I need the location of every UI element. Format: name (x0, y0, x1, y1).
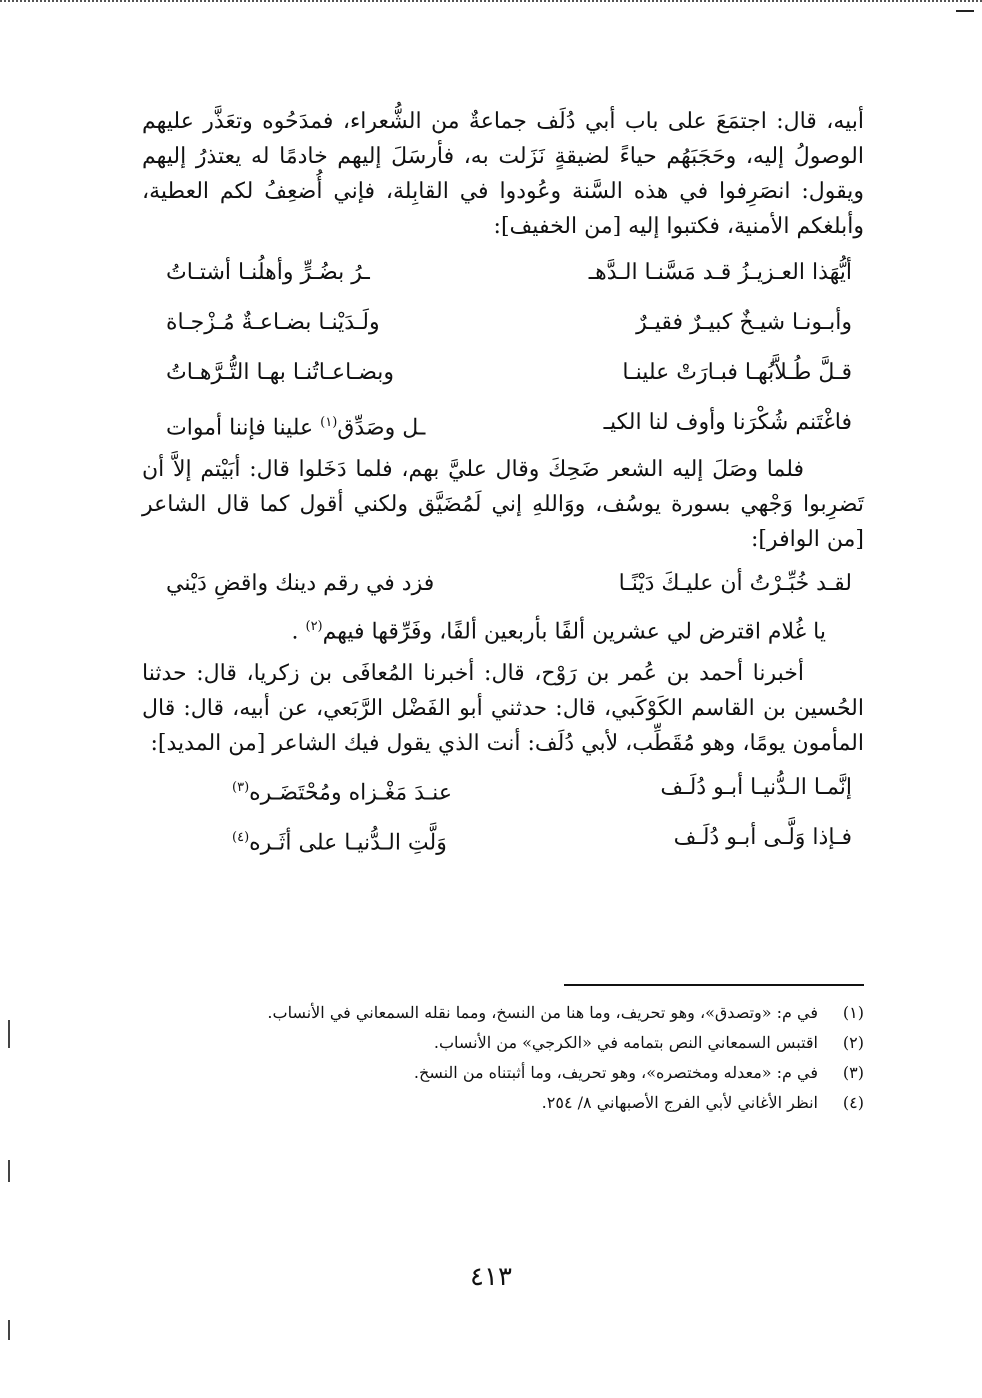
paragraph-narration: أخبرنا أحمد بن عُمر بن رَوْح، قال: أخبرنا المُعافَى بن زكريا، قال: حدثنا الحُسين بن القاسم الكَوْكَبي، قال: حدثني أبو الفَضْل الرَّبَعي، عن أبيه، قال: قال المأمون يومًا، وهو مُقَطِّب، لأبي دُلَف: أنت الذي يقول فيك الشاعر [من المديد]: (142, 661, 864, 757)
verse-line (142, 398, 864, 448)
footnote-text: انظر الأغاني لأبي الفرج الأصبهاني ٨/ ٢٥٤. (541, 1093, 818, 1112)
verse-first-hemistich: أيُّهَذا العـزيـزُ قـد مَسَّنـا الـدَّهـ (588, 260, 852, 285)
scan-corner-mark (956, 10, 974, 12)
paragraph-intro: أبيه، قال: اجتمَعَ على باب أبي دُلَف جماعةٌ من الشُّعراء، فمدَحُوه وتعَذَّر عليهم الوصولُ إليه، وحَجَبَهُم حياءً لضيقةٍ نَزَلت به، فأرسَلَ إليهم خادمًا له يعتذرُ إليهم ويقول: انصَرِفوا في هذه السَّنة وعُودوا في القابِلة، فإني أُضعِفُ لكم العطية، وأبلغكم الأمنية، فكتبوا إليه [من الخفيف]: (142, 109, 864, 239)
verse-line (142, 348, 864, 398)
footnote-text: في م: «معدله ومختصره»، وهو تحريف، وما أثبتناه من النسخ. (413, 1063, 818, 1082)
footnote-ref: (٢) (305, 619, 323, 634)
verse-first-hemistich: قـلَّ طُـلاَّبُهـا فبـارَتْ علينـا (622, 360, 852, 385)
poem-khafif (142, 248, 864, 448)
footnote-separator (564, 984, 864, 986)
verse-second-hemistich: عنـدَ مَغْـزاه ومُحْتَضَـره$^{(٣)}$ (232, 780, 452, 806)
footnote-ref: (١) (320, 415, 338, 430)
footnote-number: (٢) (842, 1033, 864, 1052)
verse-first-hemistich: فـإذا وَلَّـى أبـو دُلَـف (673, 825, 852, 851)
scan-margin-mark (8, 1020, 10, 1048)
verse-line (142, 559, 864, 609)
verse-line (142, 298, 864, 348)
poem-madid (142, 763, 864, 863)
verse-line (142, 763, 864, 813)
verse-second-hemistich: ـل وصَدِّق$^{(١)}$ علينا فإننا أموات (166, 415, 426, 441)
scan-margin-mark (8, 1160, 10, 1182)
paragraph-response: فلما وصَلَ إليه الشعر ضَحِكَ وقال عليَّ بهم، فلما دَخَلوا قال: أبَيْتم إلاَّ أن تَضرِبوا وَجْهي بسورة يوسُف، ووَاللهِ إني لَمُضَيَّق ولكني أقول كما قال الشاعر [من الوافر]: (142, 457, 864, 552)
footnote-number: (٣) (842, 1063, 864, 1082)
verse-first-hemistich: وأبـونـا شيـخٌ كبيـرٌ فقيـرٌ (636, 310, 852, 335)
verse-line (142, 813, 864, 863)
verse-second-hemistich: فزد في رقم دينك واقضِ دَيْني (166, 571, 435, 596)
scan-top-edge (0, 0, 982, 8)
footnote (142, 1090, 864, 1116)
verse-first-hemistich: إنَّمـا الـدُّنيـا أبـو دُلَـف (660, 775, 852, 801)
footnote (142, 1030, 864, 1056)
scan-margin-mark (8, 1320, 10, 1340)
continuation-line: يا غُلام اقترض لي عشرين ألفًا بأربعين ألفًا، وفَرِّقها فيهم$^{(٢)}$ . (291, 619, 826, 645)
main-text (142, 104, 864, 863)
footnote-ref: (٣) (232, 780, 250, 796)
footnote-ref: (٤) (232, 830, 250, 846)
footnotes (142, 1000, 864, 1120)
footnote-number: (١) (842, 1003, 864, 1022)
footnote-number: (٤) (842, 1093, 864, 1112)
verse-first-hemistich: فاغْتَنم شُكْرَنا وأوف لنا الكيـ (603, 410, 852, 435)
verse-second-hemistich: وبضـاعـاتُنـا بهـا التُّـرَّهـاتُ (166, 360, 395, 385)
verse-line (142, 248, 864, 298)
footnote-text: اقتبس السمعاني النص بتمامه في «الكرجي» من الأنساب. (433, 1033, 818, 1052)
footnote (142, 1060, 864, 1086)
verse-second-hemistich: ـرُ بضُـرٍّ وأهلُنـا أشتـاتُ (166, 260, 370, 285)
footnote (142, 1000, 864, 1026)
footnote-text: في م: «وتصدق»، وهو تحريف، وما هنا من النسخ، ومما نقله السمعاني في الأنساب. (267, 1003, 818, 1022)
page-number: ٤١٣ (470, 1262, 512, 1292)
verse-first-hemistich: لقـد خُبِّـرْتُ أن عليـكَ دَيْنًـا (618, 571, 852, 596)
verse-second-hemistich: ولَـدَيْنـا بضـاعـةٌ مُـزْجـاة (166, 310, 380, 335)
verse-second-hemistich: وَلَّتِ الـدُّنيـا على أثَـره$^{(٤)}$ (232, 830, 447, 856)
